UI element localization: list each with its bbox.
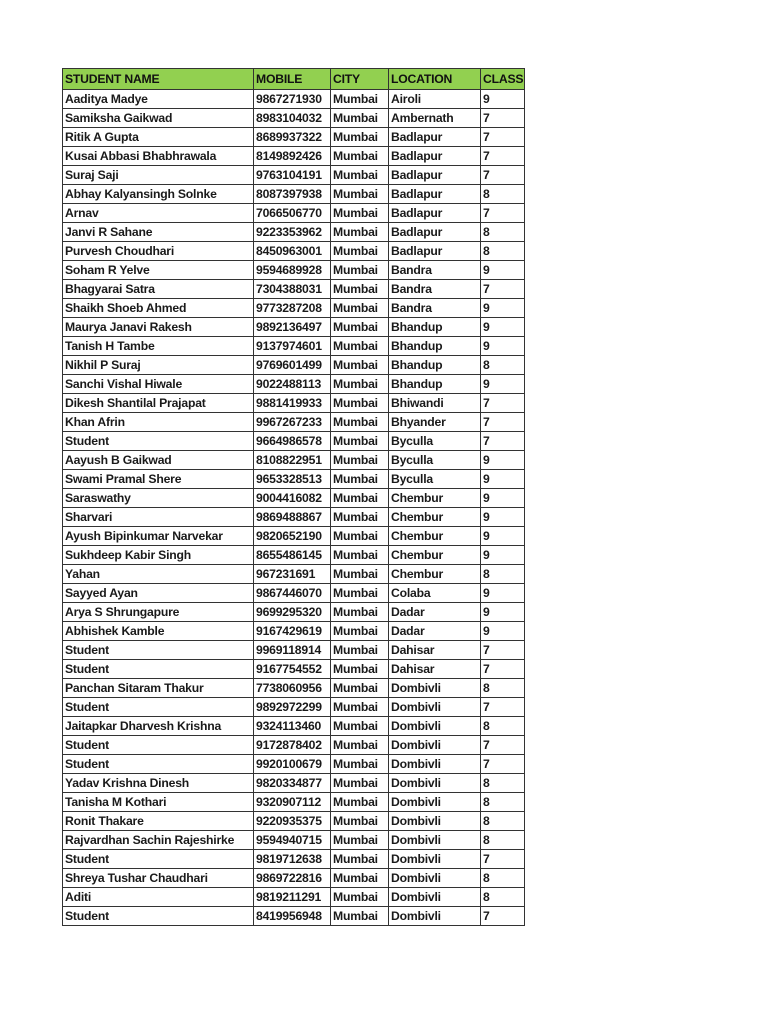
table-row (63, 185, 525, 204)
student-name-cell[interactable]: Sukhdeep Kabir Singh (63, 546, 254, 565)
student-name-cell[interactable]: Arya S Shrungapure (63, 603, 254, 622)
student-name-cell[interactable]: Purvesh Choudhari (63, 242, 254, 261)
student-name-cell[interactable]: Aaditya Madye (63, 90, 254, 109)
student-name-cell[interactable]: Arnav (63, 204, 254, 223)
class-cell[interactable]: 8 (481, 793, 525, 812)
city-cell[interactable]: Mumbai (331, 90, 389, 109)
class-cell[interactable]: 8 (481, 831, 525, 850)
student-name-cell[interactable]: Sharvari (63, 508, 254, 527)
mobile-cell[interactable]: 9220935375 (254, 812, 331, 831)
student-name-cell[interactable]: Tanish H Tambe (63, 337, 254, 356)
table-row (63, 299, 525, 318)
mobile-cell[interactable]: 9699295320 (254, 603, 331, 622)
class-cell[interactable]: 7 (481, 736, 525, 755)
class-cell[interactable]: 7 (481, 413, 525, 432)
city-cell[interactable]: Mumbai (331, 755, 389, 774)
mobile-cell[interactable]: 8983104032 (254, 109, 331, 128)
mobile-cell[interactable]: 9869488867 (254, 508, 331, 527)
city-cell[interactable]: Mumbai (331, 603, 389, 622)
class-cell[interactable]: 7 (481, 907, 525, 926)
city-cell[interactable]: Mumbai (331, 641, 389, 660)
table-row (63, 318, 525, 337)
student-name-cell[interactable]: Panchan Sitaram Thakur (63, 679, 254, 698)
student-name-cell[interactable]: Ronit Thakare (63, 812, 254, 831)
student-name-cell[interactable]: Tanisha M Kothari (63, 793, 254, 812)
location-cell[interactable]: Dombivli (389, 698, 481, 717)
student-name-cell[interactable]: Yadav Krishna Dinesh (63, 774, 254, 793)
class-cell[interactable]: 8 (481, 223, 525, 242)
location-cell[interactable]: Bhandup (389, 375, 481, 394)
class-cell[interactable]: 7 (481, 147, 525, 166)
student-name-cell[interactable]: Student (63, 660, 254, 679)
table-row (63, 375, 525, 394)
table-row (63, 736, 525, 755)
city-cell[interactable]: Mumbai (331, 394, 389, 413)
mobile-cell[interactable]: 8419956948 (254, 907, 331, 926)
location-cell[interactable]: Bhiwandi (389, 394, 481, 413)
city-cell[interactable]: Mumbai (331, 280, 389, 299)
class-cell[interactable]: 9 (481, 337, 525, 356)
class-cell[interactable]: 9 (481, 527, 525, 546)
class-cell[interactable]: 7 (481, 204, 525, 223)
city-cell[interactable]: Mumbai (331, 584, 389, 603)
mobile-cell[interactable]: 967231691 (254, 565, 331, 584)
location-cell[interactable]: Badlapur (389, 166, 481, 185)
class-cell[interactable]: 8 (481, 869, 525, 888)
class-cell[interactable]: 8 (481, 774, 525, 793)
city-cell[interactable]: Mumbai (331, 375, 389, 394)
student-name-cell[interactable]: Ritik A Gupta (63, 128, 254, 147)
table-row (63, 527, 525, 546)
mobile-cell[interactable]: 9967267233 (254, 413, 331, 432)
class-cell[interactable]: 9 (481, 508, 525, 527)
student-name-cell[interactable]: Swami Pramal Shere (63, 470, 254, 489)
mobile-cell[interactable]: 7066506770 (254, 204, 331, 223)
class-cell[interactable]: 7 (481, 432, 525, 451)
class-cell[interactable]: 7 (481, 128, 525, 147)
location-cell[interactable]: Ambernath (389, 109, 481, 128)
city-cell[interactable]: Mumbai (331, 470, 389, 489)
city-cell[interactable]: Mumbai (331, 166, 389, 185)
class-cell[interactable]: 9 (481, 546, 525, 565)
city-cell[interactable]: Mumbai (331, 774, 389, 793)
location-cell[interactable]: Airoli (389, 90, 481, 109)
class-cell[interactable]: 7 (481, 850, 525, 869)
table-row (63, 470, 525, 489)
table-row (63, 546, 525, 565)
mobile-cell[interactable]: 9920100679 (254, 755, 331, 774)
table-row (63, 584, 525, 603)
location-cell[interactable]: Dombivli (389, 774, 481, 793)
location-cell[interactable]: Bhandup (389, 356, 481, 375)
location-cell[interactable]: Dahisar (389, 660, 481, 679)
mobile-cell[interactable]: 9324113460 (254, 717, 331, 736)
location-cell[interactable]: Dombivli (389, 869, 481, 888)
student-name-cell[interactable]: Jaitapkar Dharvesh Krishna (63, 717, 254, 736)
table-row (63, 223, 525, 242)
location-cell[interactable]: Bandra (389, 261, 481, 280)
location-cell[interactable]: Chembur (389, 489, 481, 508)
location-cell[interactable]: Dombivli (389, 736, 481, 755)
mobile-cell[interactable]: 9594940715 (254, 831, 331, 850)
class-cell[interactable]: 7 (481, 641, 525, 660)
class-cell[interactable]: 9 (481, 603, 525, 622)
location-cell[interactable]: Chembur (389, 527, 481, 546)
mobile-cell[interactable]: 9167429619 (254, 622, 331, 641)
table-row (63, 812, 525, 831)
class-cell[interactable]: 7 (481, 109, 525, 128)
location-cell[interactable]: Chembur (389, 546, 481, 565)
city-cell[interactable]: Mumbai (331, 261, 389, 280)
table-row (63, 869, 525, 888)
city-cell[interactable]: Mumbai (331, 508, 389, 527)
city-cell[interactable]: Mumbai (331, 698, 389, 717)
location-cell[interactable]: Byculla (389, 451, 481, 470)
mobile-cell[interactable]: 9763104191 (254, 166, 331, 185)
table-row (63, 641, 525, 660)
table-row (63, 166, 525, 185)
mobile-cell[interactable]: 9892136497 (254, 318, 331, 337)
city-cell[interactable]: Mumbai (331, 147, 389, 166)
student-name-cell[interactable]: Suraj Saji (63, 166, 254, 185)
mobile-cell[interactable]: 9881419933 (254, 394, 331, 413)
city-cell[interactable]: Mumbai (331, 318, 389, 337)
location-cell[interactable]: Colaba (389, 584, 481, 603)
mobile-cell[interactable]: 9867271930 (254, 90, 331, 109)
mobile-cell[interactable]: 9004416082 (254, 489, 331, 508)
table-row (63, 204, 525, 223)
student-name-cell[interactable]: Student (63, 755, 254, 774)
table-row (63, 109, 525, 128)
class-cell[interactable]: 8 (481, 565, 525, 584)
mobile-cell[interactable]: 9969118914 (254, 641, 331, 660)
location-cell[interactable]: Badlapur (389, 242, 481, 261)
table-row (63, 432, 525, 451)
mobile-cell[interactable]: 8689937322 (254, 128, 331, 147)
student-name-cell[interactable]: Abhay Kalyansingh Solnke (63, 185, 254, 204)
location-cell[interactable]: Dombivli (389, 755, 481, 774)
student-name-cell[interactable]: Khan Afrin (63, 413, 254, 432)
location-cell[interactable]: Byculla (389, 432, 481, 451)
student-name-cell[interactable]: Ayush Bipinkumar Narvekar (63, 527, 254, 546)
student-name-cell[interactable]: Aditi (63, 888, 254, 907)
location-cell[interactable]: Dombivli (389, 717, 481, 736)
table-row (63, 128, 525, 147)
table-row (63, 698, 525, 717)
city-cell[interactable]: Mumbai (331, 451, 389, 470)
table-row (63, 451, 525, 470)
class-cell[interactable]: 7 (481, 280, 525, 299)
city-cell[interactable]: Mumbai (331, 128, 389, 147)
class-cell[interactable]: 8 (481, 356, 525, 375)
class-cell[interactable]: 7 (481, 698, 525, 717)
location-cell[interactable]: Dadar (389, 622, 481, 641)
table-row (63, 261, 525, 280)
city-cell[interactable]: Mumbai (331, 242, 389, 261)
student-name-cell[interactable]: Rajvardhan Sachin Rajeshirke (63, 831, 254, 850)
student-name-cell[interactable]: Sayyed Ayan (63, 584, 254, 603)
class-cell[interactable]: 7 (481, 394, 525, 413)
table-row (63, 90, 525, 109)
table-row (63, 907, 525, 926)
class-cell[interactable]: 8 (481, 812, 525, 831)
mobile-cell[interactable]: 9172878402 (254, 736, 331, 755)
class-cell[interactable]: 9 (481, 489, 525, 508)
city-cell[interactable]: Mumbai (331, 489, 389, 508)
mobile-cell[interactable]: 9892972299 (254, 698, 331, 717)
city-cell[interactable]: Mumbai (331, 717, 389, 736)
student-name-cell[interactable]: Saraswathy (63, 489, 254, 508)
mobile-cell[interactable]: 8149892426 (254, 147, 331, 166)
city-cell[interactable]: Mumbai (331, 793, 389, 812)
table-row (63, 755, 525, 774)
class-cell[interactable]: 9 (481, 261, 525, 280)
location-cell[interactable]: Bandra (389, 280, 481, 299)
location-cell[interactable]: Dombivli (389, 850, 481, 869)
city-cell[interactable]: Mumbai (331, 622, 389, 641)
location-cell[interactable]: Bandra (389, 299, 481, 318)
city-cell[interactable]: Mumbai (331, 888, 389, 907)
student-name-cell[interactable]: Nikhil P Suraj (63, 356, 254, 375)
student-name-cell[interactable]: Student (63, 736, 254, 755)
location-cell[interactable]: Byculla (389, 470, 481, 489)
student-name-cell[interactable]: Student (63, 850, 254, 869)
student-table (62, 68, 525, 926)
student-name-cell[interactable]: Student (63, 432, 254, 451)
location-cell[interactable]: Bhandup (389, 318, 481, 337)
class-cell[interactable]: 9 (481, 470, 525, 489)
student-name-cell[interactable]: Shreya Tushar Chaudhari (63, 869, 254, 888)
city-cell[interactable]: Mumbai (331, 337, 389, 356)
mobile-cell[interactable]: 9022488113 (254, 375, 331, 394)
class-cell[interactable]: 9 (481, 90, 525, 109)
column-header-student-name[interactable]: STUDENT NAME (63, 69, 254, 90)
location-cell[interactable]: Dombivli (389, 679, 481, 698)
student-name-cell[interactable]: Maurya Janavi Rakesh (63, 318, 254, 337)
student-name-cell[interactable]: Sanchi Vishal Hiwale (63, 375, 254, 394)
table-row (63, 850, 525, 869)
table-body (63, 90, 525, 926)
location-cell[interactable]: Bhandup (389, 337, 481, 356)
location-cell[interactable]: Bhyander (389, 413, 481, 432)
location-cell[interactable]: Badlapur (389, 128, 481, 147)
table-row (63, 356, 525, 375)
mobile-cell[interactable]: 9869722816 (254, 869, 331, 888)
student-name-cell[interactable]: Janvi R Sahane (63, 223, 254, 242)
table-header (63, 69, 525, 90)
student-name-cell[interactable]: Samiksha Gaikwad (63, 109, 254, 128)
class-cell[interactable]: 7 (481, 660, 525, 679)
mobile-cell[interactable]: 9867446070 (254, 584, 331, 603)
class-cell[interactable]: 9 (481, 622, 525, 641)
column-header-city[interactable]: CITY (331, 69, 389, 90)
class-cell[interactable]: 8 (481, 242, 525, 261)
mobile-cell[interactable]: 9820652190 (254, 527, 331, 546)
column-header-mobile[interactable]: MOBILE (254, 69, 331, 90)
location-cell[interactable]: Dombivli (389, 793, 481, 812)
city-cell[interactable]: Mumbai (331, 109, 389, 128)
table-row (63, 337, 525, 356)
student-name-cell[interactable]: Soham R Yelve (63, 261, 254, 280)
mobile-cell[interactable]: 8655486145 (254, 546, 331, 565)
class-cell[interactable]: 7 (481, 755, 525, 774)
city-cell[interactable]: Mumbai (331, 736, 389, 755)
table-row (63, 603, 525, 622)
column-header-location[interactable]: LOCATION (389, 69, 481, 90)
mobile-cell[interactable]: 9819712638 (254, 850, 331, 869)
city-cell[interactable]: Mumbai (331, 660, 389, 679)
class-cell[interactable]: 9 (481, 375, 525, 394)
location-cell[interactable]: Dadar (389, 603, 481, 622)
mobile-cell[interactable]: 9223353962 (254, 223, 331, 242)
location-cell[interactable]: Dombivli (389, 831, 481, 850)
city-cell[interactable]: Mumbai (331, 831, 389, 850)
table-row (63, 774, 525, 793)
class-cell[interactable]: 9 (481, 584, 525, 603)
table-row (63, 622, 525, 641)
city-cell[interactable]: Mumbai (331, 907, 389, 926)
mobile-cell[interactable]: 7738060956 (254, 679, 331, 698)
student-name-cell[interactable]: Dikesh Shantilal Prajapat (63, 394, 254, 413)
table-row (63, 660, 525, 679)
city-cell[interactable]: Mumbai (331, 565, 389, 584)
table-row (63, 489, 525, 508)
student-name-cell[interactable]: Abhishek Kamble (63, 622, 254, 641)
location-cell[interactable]: Chembur (389, 565, 481, 584)
table-row (63, 413, 525, 432)
table-row (63, 242, 525, 261)
city-cell[interactable]: Mumbai (331, 204, 389, 223)
location-cell[interactable]: Badlapur (389, 223, 481, 242)
city-cell[interactable]: Mumbai (331, 185, 389, 204)
mobile-cell[interactable]: 9664986578 (254, 432, 331, 451)
location-cell[interactable]: Chembur (389, 508, 481, 527)
class-cell[interactable]: 8 (481, 679, 525, 698)
city-cell[interactable]: Mumbai (331, 679, 389, 698)
table-row (63, 508, 525, 527)
location-cell[interactable]: Dombivli (389, 907, 481, 926)
city-cell[interactable]: Mumbai (331, 869, 389, 888)
student-name-cell[interactable]: Shaikh Shoeb Ahmed (63, 299, 254, 318)
header-row (63, 69, 525, 90)
mobile-cell[interactable]: 9137974601 (254, 337, 331, 356)
class-cell[interactable]: 9 (481, 318, 525, 337)
column-header-class[interactable]: CLASS (481, 69, 525, 90)
class-cell[interactable]: 8 (481, 717, 525, 736)
table-row (63, 394, 525, 413)
table-row (63, 679, 525, 698)
student-name-cell[interactable]: Bhagyarai Satra (63, 280, 254, 299)
class-cell[interactable]: 7 (481, 166, 525, 185)
mobile-cell[interactable]: 9819211291 (254, 888, 331, 907)
student-name-cell[interactable]: Yahan (63, 565, 254, 584)
city-cell[interactable]: Mumbai (331, 812, 389, 831)
mobile-cell[interactable]: 9653328513 (254, 470, 331, 489)
location-cell[interactable]: Dahisar (389, 641, 481, 660)
class-cell[interactable]: 9 (481, 299, 525, 318)
class-cell[interactable]: 9 (481, 451, 525, 470)
table-row (63, 888, 525, 907)
student-name-cell[interactable]: Aayush B Gaikwad (63, 451, 254, 470)
location-cell[interactable]: Badlapur (389, 185, 481, 204)
table-row (63, 717, 525, 736)
city-cell[interactable]: Mumbai (331, 527, 389, 546)
location-cell[interactable]: Badlapur (389, 204, 481, 223)
location-cell[interactable]: Dombivli (389, 812, 481, 831)
mobile-cell[interactable]: 9820334877 (254, 774, 331, 793)
city-cell[interactable]: Mumbai (331, 432, 389, 451)
location-cell[interactable]: Badlapur (389, 147, 481, 166)
city-cell[interactable]: Mumbai (331, 356, 389, 375)
mobile-cell[interactable]: 9594689928 (254, 261, 331, 280)
mobile-cell[interactable]: 8108822951 (254, 451, 331, 470)
table-row (63, 280, 525, 299)
city-cell[interactable]: Mumbai (331, 546, 389, 565)
city-cell[interactable]: Mumbai (331, 223, 389, 242)
city-cell[interactable]: Mumbai (331, 850, 389, 869)
location-cell[interactable]: Dombivli (389, 888, 481, 907)
table-row (63, 831, 525, 850)
student-name-cell[interactable]: Student (63, 641, 254, 660)
student-name-cell[interactable]: Student (63, 907, 254, 926)
mobile-cell[interactable]: 9769601499 (254, 356, 331, 375)
student-name-cell[interactable]: Student (63, 698, 254, 717)
city-cell[interactable]: Mumbai (331, 299, 389, 318)
table-row (63, 793, 525, 812)
mobile-cell[interactable]: 8450963001 (254, 242, 331, 261)
mobile-cell[interactable]: 8087397938 (254, 185, 331, 204)
mobile-cell[interactable]: 9320907112 (254, 793, 331, 812)
table-row (63, 147, 525, 166)
student-name-cell[interactable]: Kusai Abbasi Bhabhrawala (63, 147, 254, 166)
class-cell[interactable]: 8 (481, 185, 525, 204)
mobile-cell[interactable]: 9167754552 (254, 660, 331, 679)
table-row (63, 565, 525, 584)
mobile-cell[interactable]: 7304388031 (254, 280, 331, 299)
class-cell[interactable]: 8 (481, 888, 525, 907)
city-cell[interactable]: Mumbai (331, 413, 389, 432)
mobile-cell[interactable]: 9773287208 (254, 299, 331, 318)
